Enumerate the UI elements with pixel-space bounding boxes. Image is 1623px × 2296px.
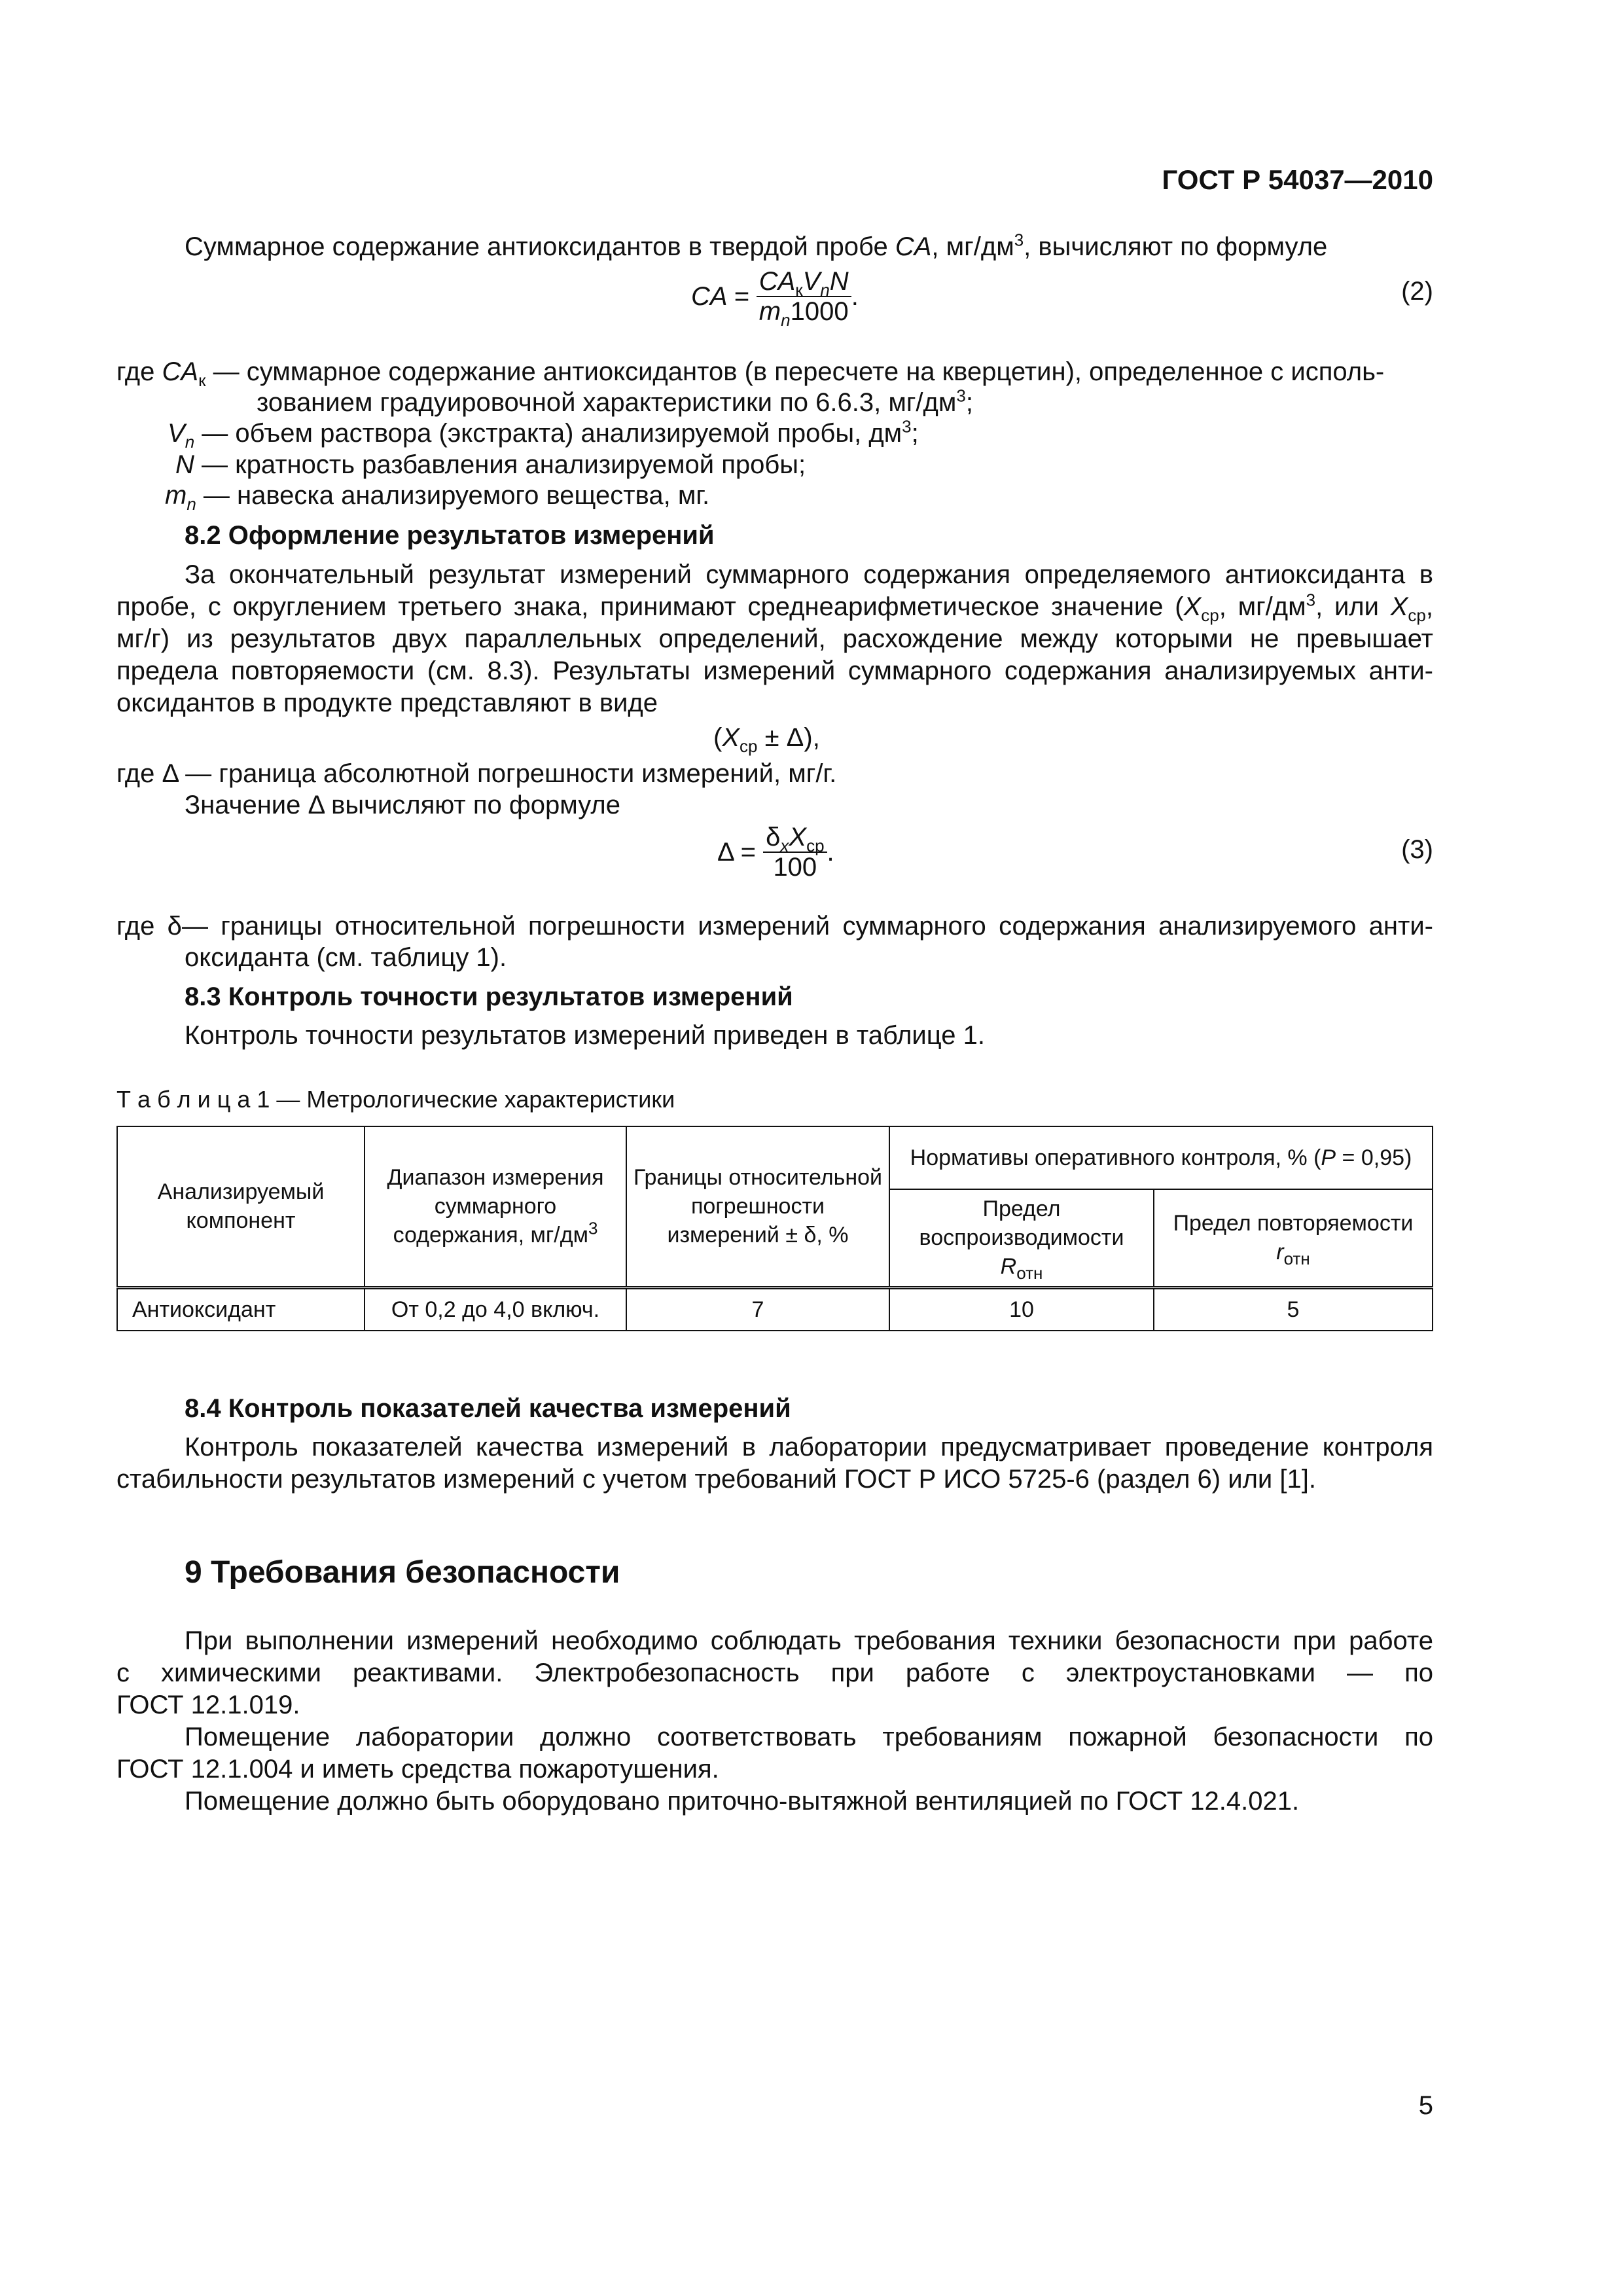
section-8-3-heading: 8.3 Контроль точности результатов измерений — [185, 982, 793, 1011]
formula-3: Δ = $\frac{\delta_xX_{ср}}{100}$ . — [717, 823, 834, 882]
where-delta-rel-1: где δ— границы относительной погрешности измерений суммарного содержания анализируемого анти- — [116, 912, 1433, 941]
delta-calc-intro: Значение Δ вычисляют по формуле — [185, 791, 620, 819]
table-caption — [116, 1083, 675, 1116]
formula-2-lhs: CA = — [691, 282, 749, 311]
formula-2-intro — [185, 230, 1327, 263]
intro-tail: , вычисляют по формуле — [1024, 232, 1328, 261]
s9-p2-line-2: ГОСТ 12.1.004 и иметь средства пожаротушения. — [116, 1755, 719, 1784]
formula-3-fraction — [763, 823, 827, 882]
formula-3-denominator: 100 — [773, 853, 817, 882]
formula-3-number: (3) — [1401, 835, 1433, 864]
formula-2-denominator: $m_n1000$ — [758, 297, 849, 330]
section-8-2-heading: 8.2 Оформление результатов измерений — [185, 521, 715, 550]
header-error: Границы относительной погрешности измерений ± δ, % — [626, 1126, 889, 1287]
formula-2-numerator: $CA_кV_nN$ — [757, 267, 851, 297]
header-norms: Нормативы оперативного контроля, % (P = 0,95) — [889, 1126, 1433, 1189]
cell-range: От 0,2 до 4,0 включ. — [365, 1287, 626, 1331]
cell-error: 7 — [626, 1287, 889, 1331]
s82-line-2: пробе, с округлением третьего знака, принимают среднеарифметическое значение ($X_{ср}$, $мг/дм^3$, или $X_{ср}$, — [116, 590, 1433, 625]
where-v-n: $V_n$ — объем раствора (экстракта) анализируемой пробы, $дм^3$; — [168, 416, 919, 452]
formula-2-fraction — [757, 267, 851, 330]
result-expression: $(X_{ср} \pm \Delta)$, — [713, 723, 820, 756]
table-row — [117, 1287, 1433, 1331]
formula-3-numerator: $\delta_xX_{ср}$ — [763, 823, 827, 853]
s9-p3: Помещение должно быть оборудовано приточно-вытяжной вентиляцией по ГОСТ 12.4.021. — [185, 1787, 1300, 1816]
where-ca-k: где $CA_к$ — суммарное содержание антиоксидантов (в пересчете на кверцетин), определенное с исполь- — [116, 357, 1385, 390]
header-component: Анализируемый компонент — [117, 1126, 365, 1287]
document-id: ГОСТ Р 54037—2010 — [1162, 164, 1433, 195]
s83-text: Контроль точности результатов измерений приведен в таблице 1. — [185, 1021, 985, 1050]
s9-p1-line-1: При выполнении измерений необходимо соблюдать требования техники безопасности при работе — [185, 1626, 1433, 1655]
intro-var: CA — [895, 232, 932, 261]
where-m-n: $m_n$ — навеска анализируемого вещества, мг. — [165, 481, 710, 514]
where-n: N — кратность разбавления анализируемой пробы; — [175, 450, 806, 479]
intro-text: Суммарное содержание антиоксидантов в твердой пробе — [185, 232, 895, 261]
formula-2-number: (2) — [1401, 277, 1433, 306]
s84-line-1: Контроль показателей качества измерений в лаборатории предусматривает проведение контроля — [185, 1433, 1433, 1462]
table-caption-label: Т а б л и ц а 1 — [116, 1086, 270, 1113]
s82-line-4: предела повторяемости (см. 8.3). Результаты измерений суммарного содержания анализируемых анти- — [116, 656, 1433, 685]
header-reproducibility: Предел воспроизводимости $R_{отн}$ — [889, 1189, 1154, 1287]
formula-2: CA = $\frac{CA_кV_nN}{m_n1000}$ . — [691, 267, 859, 330]
s82-line-1: За окончательный результат измерений суммарного содержания определяемого антиоксиданта в — [185, 560, 1433, 589]
s9-p1-line-2: с химическими реактивами. Электробезопасность при работе с электроустановками — по — [116, 1659, 1433, 1687]
s9-p2-line-1: Помещение лаборатории должно соответствовать требованиям пожарной безопасности по — [185, 1723, 1433, 1751]
cell-repeatability: 5 — [1154, 1287, 1433, 1331]
page-number: 5 — [1418, 2091, 1433, 2120]
metrology-table — [116, 1126, 1433, 1331]
formula-3-lhs: Δ = — [717, 838, 756, 867]
section-9-heading: 9 Требования безопасности — [185, 1555, 620, 1590]
intro-unit: , мг/дм — [931, 232, 1014, 261]
header-range: Диапазон измерения суммарного содержания, $мг/дм^3$ — [365, 1126, 626, 1287]
header-repeatability: Предел повторяемости $r_{отн}$ — [1154, 1189, 1433, 1287]
section-8-4-heading: 8.4 Контроль показателей качества измерений — [185, 1394, 791, 1423]
where-ca-k-cont: зованием градуировочной характеристики по 6.6.3, $мг/дм^3$; — [257, 386, 973, 417]
table-caption-title: — Метрологические характеристики — [270, 1086, 675, 1113]
cell-component: Антиоксидант — [117, 1287, 365, 1331]
s82-line-3: мг/г) из результатов двух параллельных определений, расхождение между которыми не превышает — [116, 624, 1433, 653]
s84-line-2: стабильности результатов измерений с учетом требований ГОСТ Р ИСО 5725-6 (раздел 6) или [1]. — [116, 1465, 1316, 1494]
cell-reproducibility: 10 — [889, 1287, 1154, 1331]
s82-line-5: оксидантов в продукте представляют в виде — [116, 689, 658, 717]
where-delta-rel-2: оксиданта (см. таблицу 1). — [185, 943, 507, 972]
where-delta: где Δ — граница абсолютной погрешности измерений, мг/г. — [116, 759, 837, 788]
s9-p1-line-3: ГОСТ 12.1.019. — [116, 1691, 300, 1719]
intro-sup: 3 — [1014, 230, 1024, 250]
